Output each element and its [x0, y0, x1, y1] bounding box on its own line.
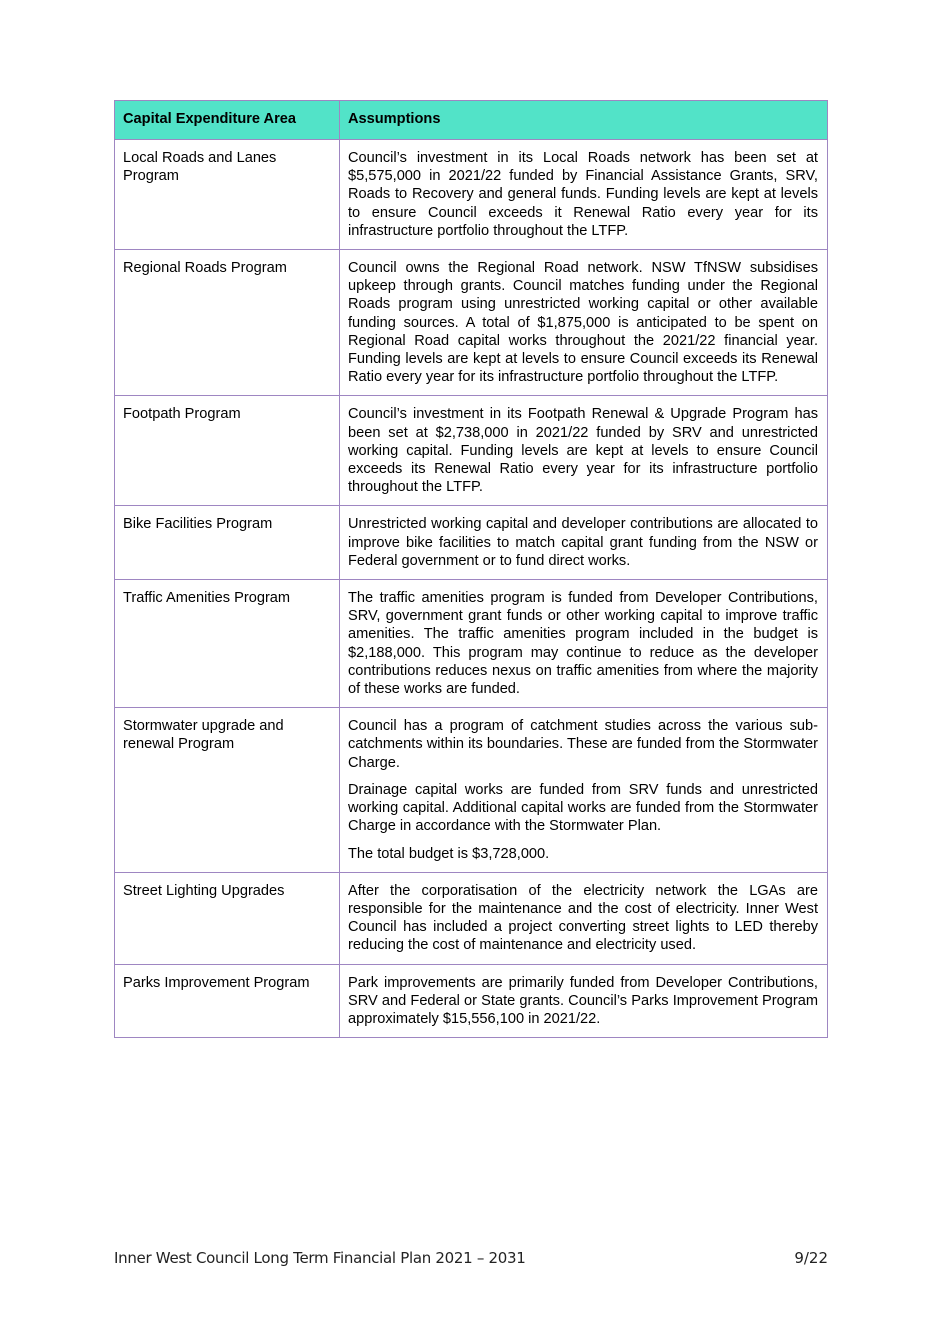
assumption-text: Council owns the Regional Road network. NSW TfNSW subsidises upkeep through grants. Council matches funding under the Regional Roads program using unrestricted working capital or other available funding sources. A total of $1,875,000 is anticipated to be spent on Regional Road capital works throughout the 2021/22 financial year. Funding levels are kept at levels to ensure Council exceeds its Renewal Ratio every year for its infrastructure portfolio throughout the LTFP.	[348, 260, 818, 386]
table-row	[115, 506, 828, 580]
table-row	[115, 396, 828, 506]
table-row	[115, 872, 828, 964]
assumption-text: The total budget is $3,728,000.	[348, 845, 550, 862]
table-header-row	[115, 101, 828, 140]
assumption-text: Council’s investment in its Local Roads network has been set at $5,575,000 in 2021/22 funded by Financial Assistance Grants, SRV, Roads to Recovery and general funds. Funding levels are kept at levels to ensure Council exceeds it Renewal Ratio every year for its infrastructure portfolio throughout the LTFP.	[348, 150, 818, 239]
area-cell: Footpath Program	[115, 396, 340, 506]
assumption-cell	[340, 872, 828, 964]
area-cell: Regional Roads Program	[115, 250, 340, 396]
assumption-text: Council has a program of catchment studies across the various sub-catchments within its boundaries. These are funded from the Stormwater Charge.	[348, 718, 818, 771]
area-cell: Parks Improvement Program	[115, 964, 340, 1038]
assumption-text: Unrestricted working capital and developer contributions are allocated to improve bike facilities to match capital grant funding from the NSW or Federal government or to fund direct works.	[348, 516, 818, 569]
table-row	[115, 140, 828, 250]
assumption-text: The traffic amenities program is funded from Developer Contributions, SRV, government grant funds or other working capital to improve traffic amenities. The traffic amenities program included in the budget is $2,188,000. This program may continue to reduce as the developer contributions reduces nexus on traffic amenities from where the majority of these works are funded.	[348, 590, 818, 698]
table-row	[115, 580, 828, 708]
assumption-cell	[340, 708, 828, 872]
assumption-cell	[340, 250, 828, 396]
assumption-cell	[340, 396, 828, 506]
assumption-cell	[340, 140, 828, 250]
header-capital-expenditure-area: Capital Expenditure Area	[115, 101, 340, 140]
assumption-text: Council’s investment in its Footpath Renewal & Upgrade Program has been set at $2,738,000 in 2021/22 funded by SRV and unrestricted working capital. Funding levels are kept at levels to ensure Council exceeds its Renewal Ratio every year for its infrastructure portfolio throughout the LTFP.	[348, 406, 818, 496]
area-cell: Local Roads and Lanes Program	[115, 140, 340, 250]
area-cell: Stormwater upgrade and renewal Program	[115, 708, 340, 872]
assumption-cell	[340, 964, 828, 1038]
assumption-text: After the corporatisation of the electricity network the LGAs are responsible for the maintenance and the cost of electricity. Inner West Council has included a project converting street lights to LED thereby reducing the cost of maintenance and electricity used.	[348, 882, 818, 954]
assumption-text: Drainage capital works are funded from SRV funds and unrestricted working capital. Additional capital works are funded from the Stormwater Charge in accordance with the Stormwater Plan.	[348, 781, 818, 835]
table-row	[115, 250, 828, 396]
area-cell: Street Lighting Upgrades	[115, 872, 340, 964]
assumption-cell	[340, 580, 828, 708]
assumption-cell	[340, 506, 828, 580]
table-row	[115, 708, 828, 872]
footer-document-title: Inner West Council Long Term Financial Plan 2021 – 2031	[114, 1249, 526, 1267]
capital-expenditure-table	[114, 100, 828, 1038]
area-cell: Traffic Amenities Program	[115, 580, 340, 708]
table-row	[115, 964, 828, 1038]
area-cell: Bike Facilities Program	[115, 506, 340, 580]
footer-page-number: 9/22	[794, 1249, 828, 1267]
assumption-text: Park improvements are primarily funded from Developer Contributions, SRV and Federal or State grants. Council’s Parks Improvement Program approximately $15,556,100 in 2021/22.	[348, 974, 818, 1027]
header-assumptions: Assumptions	[340, 101, 828, 140]
